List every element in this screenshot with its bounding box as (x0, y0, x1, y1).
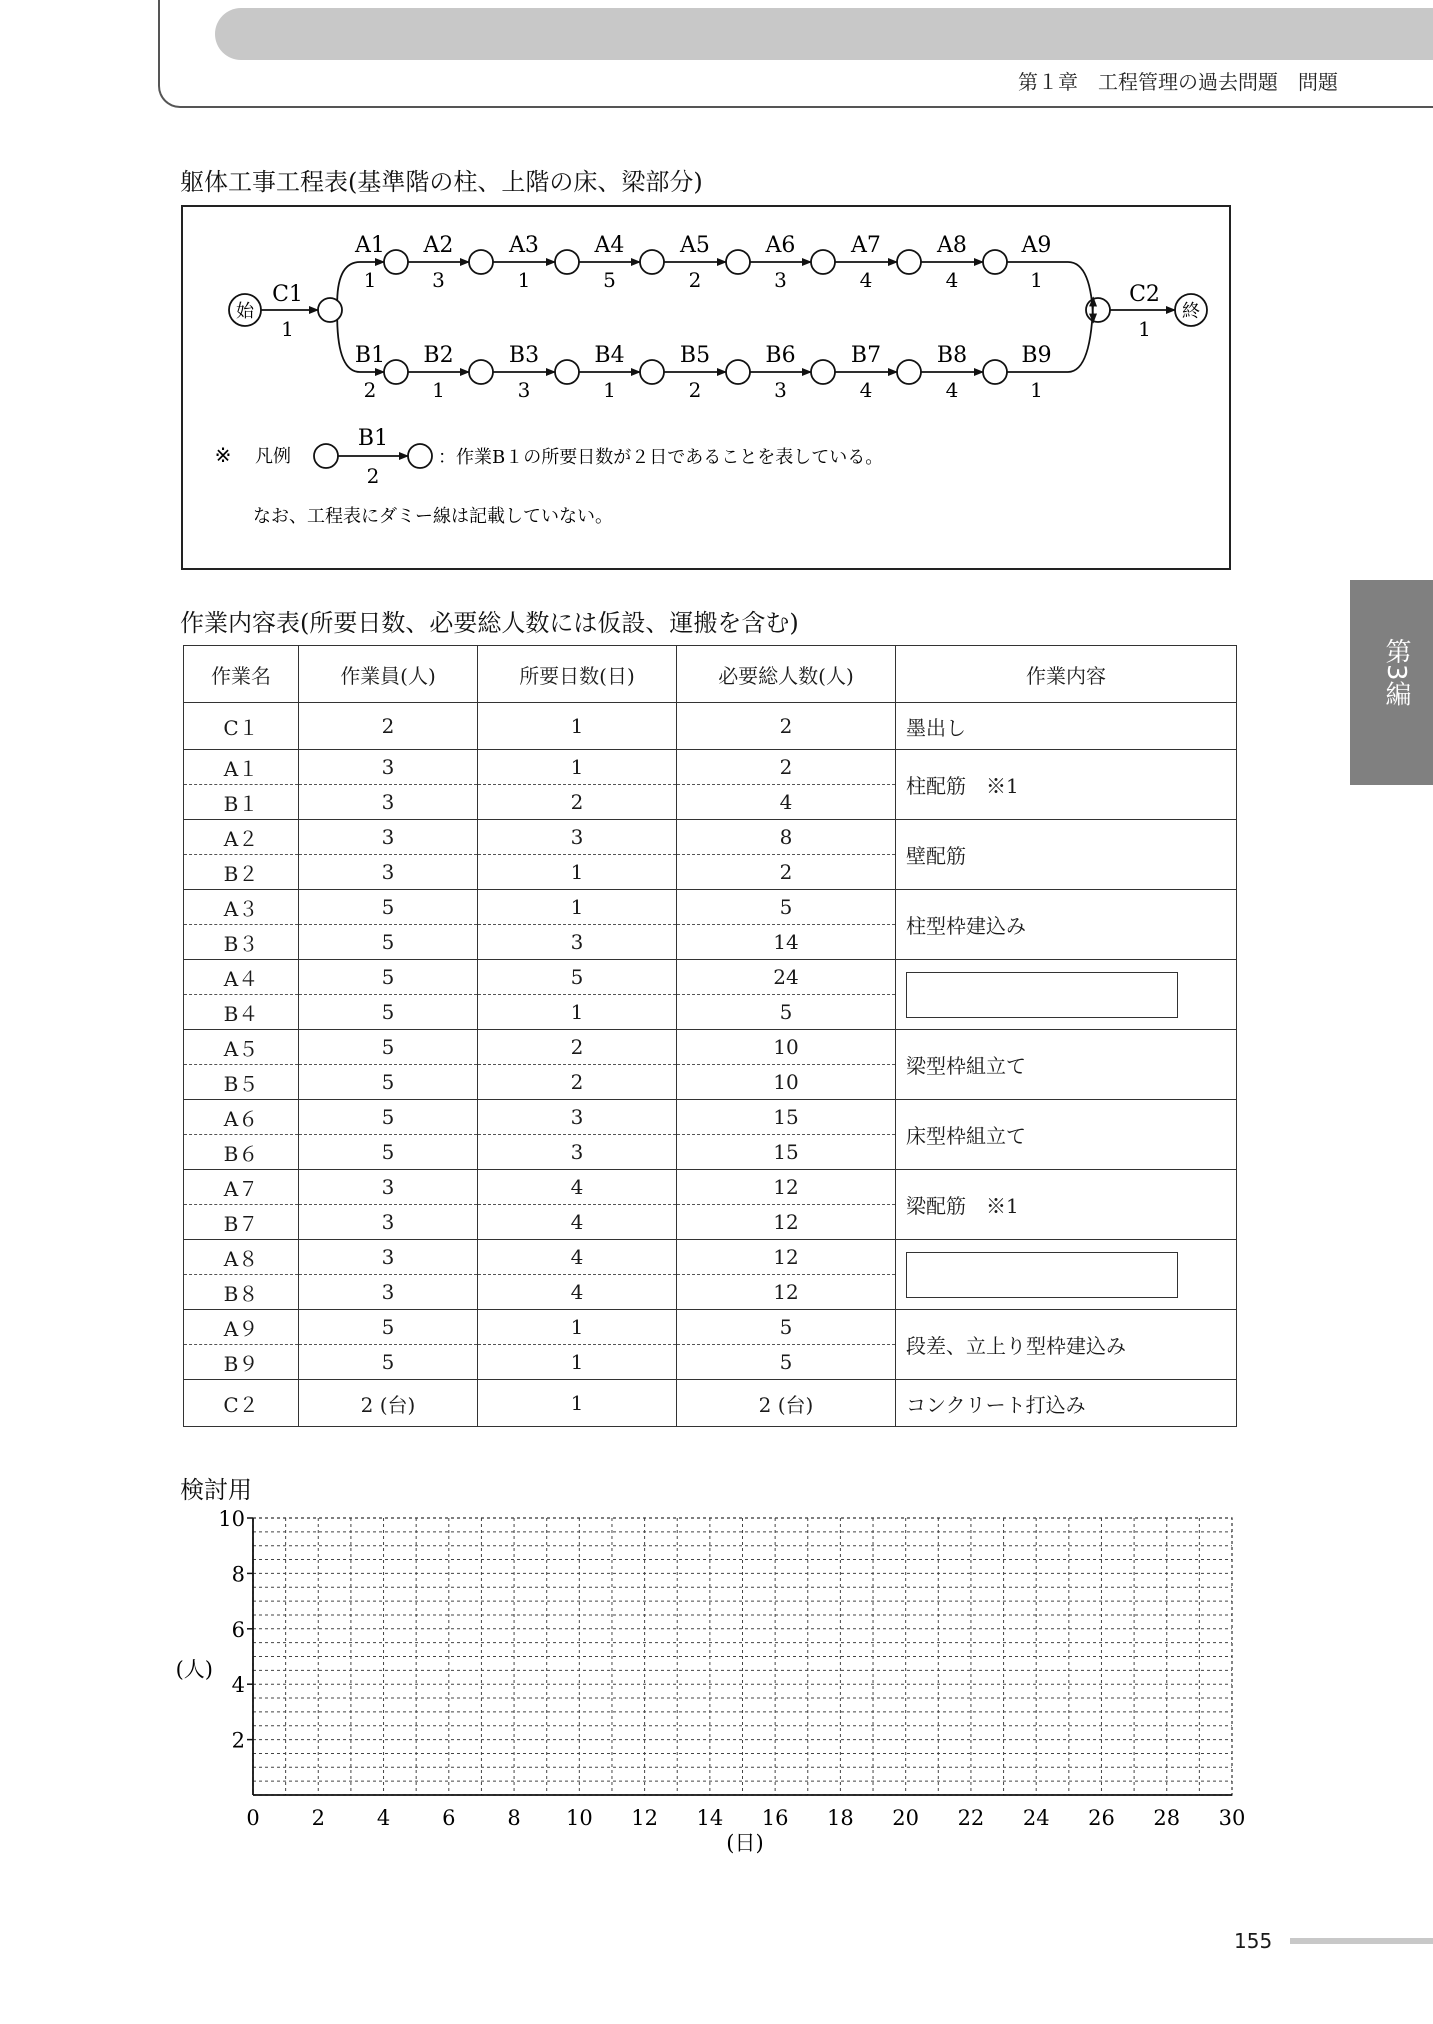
cell-name: A１ (184, 750, 299, 785)
cell-days: 1 (478, 703, 677, 750)
network-diagram (183, 207, 1233, 572)
lower-activity-days: 4 (859, 378, 873, 402)
cell-days: 1 (478, 750, 677, 785)
x-tick-label: 12 (631, 1806, 658, 1830)
cell-name: B４ (184, 995, 299, 1030)
x-tick-label: 26 (1088, 1806, 1115, 1830)
cell-content: コンクリート打込み (896, 1380, 1237, 1427)
table-row (184, 1100, 1237, 1135)
cell-total: 10 (677, 1030, 896, 1065)
cell-days: 3 (478, 1135, 677, 1170)
cell-days: 4 (478, 1240, 677, 1275)
x-tick-label: 8 (507, 1806, 521, 1830)
x-tick-label: 4 (376, 1806, 391, 1830)
cell-name: B３ (184, 925, 299, 960)
lower-activity-name: B9 (1021, 343, 1052, 368)
upper-activity-days: 1 (363, 268, 377, 292)
cell-name: A６ (184, 1100, 299, 1135)
lower-activity-name: B8 (936, 343, 968, 368)
node-merge (1086, 298, 1110, 322)
cell-workers: 3 (299, 855, 478, 890)
lower-activity-name: B7 (850, 343, 882, 368)
lower-node (897, 360, 921, 384)
cell-name: C１ (184, 703, 299, 750)
cell-total: 12 (677, 1170, 896, 1205)
table-row (184, 1240, 1237, 1275)
x-tick-label: 20 (892, 1806, 920, 1830)
header-total: 必要総人数(人) (677, 646, 896, 703)
section-tab: 第3編 (1350, 580, 1433, 785)
cell-days: 1 (478, 1345, 677, 1380)
cell-name: A９ (184, 1310, 299, 1345)
upper-activity-name: A1 (355, 233, 385, 258)
lower-activity-name: B6 (765, 343, 796, 368)
cell-content: 壁配筋 (896, 820, 1237, 890)
cell-workers: 5 (299, 1065, 478, 1100)
legend-mark: ※ (214, 443, 232, 467)
lower-activity-days: 3 (774, 378, 787, 402)
y-tick-label: 6 (231, 1617, 245, 1642)
cell-workers: 5 (299, 995, 478, 1030)
cell-total: 24 (677, 960, 896, 995)
cell-days: 3 (478, 925, 677, 960)
y-tick-label: 10 (218, 1507, 245, 1531)
cell-workers: 5 (299, 1100, 478, 1135)
lower-activity-name: B4 (594, 343, 625, 368)
cell-days: 1 (478, 1310, 677, 1345)
x-tick-label: 24 (1022, 1806, 1050, 1830)
upper-node (640, 250, 664, 274)
page-bar (1290, 1938, 1433, 1944)
x-tick-label: 28 (1153, 1806, 1181, 1830)
legend-text: ：作業B１の所要日数が２日であることを表している。 (438, 447, 884, 468)
legend-note: なお、工程表にダミー線は記載していない。 (253, 506, 613, 527)
lower-activity-days: 2 (363, 378, 377, 402)
cell-content: 柱型枠建込み (896, 890, 1237, 960)
x-tick-label: 30 (1218, 1806, 1246, 1830)
table-row (184, 890, 1237, 925)
upper-activity-days: 3 (774, 268, 787, 292)
cell-total: 2 (677, 703, 896, 750)
cell-total: 15 (677, 1100, 896, 1135)
upper-branch-end (1007, 262, 1093, 323)
cell-days: 4 (478, 1170, 677, 1205)
upper-activity-name: A2 (423, 233, 454, 258)
cell-days: 1 (478, 890, 677, 925)
cell-workers: 5 (299, 1345, 478, 1380)
cell-total: 5 (677, 1310, 896, 1345)
cell-workers: 3 (299, 785, 478, 820)
upper-activity-days: 5 (603, 268, 616, 292)
cell-days: 4 (478, 1275, 677, 1310)
y-tick-label: 4 (231, 1673, 245, 1698)
upper-activity-name: A5 (680, 233, 710, 258)
lower-activity-days: 1 (432, 378, 445, 402)
legend-example (213, 432, 413, 492)
lower-activity-days: 2 (688, 378, 702, 402)
c1-name: C1 (272, 282, 303, 307)
table-row (184, 750, 1237, 785)
upper-activity-name: A7 (851, 233, 881, 258)
upper-node (983, 250, 1007, 274)
cell-name: A８ (184, 1240, 299, 1275)
cell-workers: 5 (299, 925, 478, 960)
cell-workers: 5 (299, 890, 478, 925)
lower-node (811, 360, 835, 384)
cell-content (896, 1240, 1237, 1310)
y-tick-label: 8 (231, 1562, 245, 1587)
table-row (184, 1380, 1237, 1427)
upper-activity-name: A4 (594, 233, 625, 258)
upper-activity-days: 2 (688, 268, 702, 292)
cell-content (896, 960, 1237, 1030)
cell-name: B１ (184, 785, 299, 820)
upper-node (726, 250, 750, 274)
lower-activity-days: 3 (517, 378, 531, 402)
cell-days: 5 (478, 960, 677, 995)
cell-days: 1 (478, 855, 677, 890)
upper-activity-days: 4 (945, 268, 959, 292)
cell-name: B７ (184, 1205, 299, 1240)
cell-name: C２ (184, 1380, 299, 1427)
cell-name: B６ (184, 1135, 299, 1170)
cell-days: 3 (478, 820, 677, 855)
lower-activity-days: 1 (603, 378, 616, 402)
upper-activity-name: A8 (937, 233, 967, 258)
cell-workers: 5 (299, 1135, 478, 1170)
lower-activity-name: B2 (423, 343, 454, 368)
table-row (184, 1030, 1237, 1065)
chapter-title: 第１章 工程管理の過去問題 問題 (1018, 70, 1338, 94)
header-days: 所要日数(日) (478, 646, 677, 703)
c2-name: C2 (1129, 282, 1160, 307)
cell-workers: 2 (299, 703, 478, 750)
legend-label: 凡例 (255, 446, 291, 467)
upper-node (555, 250, 579, 274)
cell-total: 5 (677, 890, 896, 925)
x-tick-label: 16 (761, 1806, 789, 1830)
work-table-section-title (180, 603, 799, 638)
work-table-subtitle: (所要日数、必要総人数には仮設、運搬を含む) (300, 609, 799, 637)
x-tick-label: 18 (827, 1806, 854, 1830)
page-number: 155 (1234, 1929, 1273, 1953)
cell-total: 10 (677, 1065, 896, 1100)
upper-node (469, 250, 493, 274)
answer-blank-box (906, 1252, 1178, 1298)
cell-name: B５ (184, 1065, 299, 1100)
cell-name: A４ (184, 960, 299, 995)
network-title: 躯体工事工程表 (180, 168, 348, 196)
cell-workers: 3 (299, 1275, 478, 1310)
table-row (184, 960, 1237, 995)
cell-workers: 3 (299, 1205, 478, 1240)
upper-activity-days: 4 (859, 268, 873, 292)
x-tick-label: 2 (311, 1806, 325, 1830)
upper-branch-start (337, 262, 360, 300)
work-table-title: 作業内容表 (180, 609, 300, 637)
x-tick-label: 22 (957, 1806, 985, 1830)
table-row (184, 703, 1237, 750)
cell-name: A７ (184, 1170, 299, 1205)
cell-name: A２ (184, 820, 299, 855)
cell-total: 12 (677, 1240, 896, 1275)
cell-workers: 3 (299, 1170, 478, 1205)
cell-name: B８ (184, 1275, 299, 1310)
header-workers: 作業員(人) (299, 646, 478, 703)
y-axis-label: (人) (175, 1657, 213, 1682)
upper-activity-name: A6 (765, 233, 796, 258)
cell-total: 5 (677, 995, 896, 1030)
cell-workers: 3 (299, 750, 478, 785)
table-header-row (184, 646, 1237, 703)
x-tick-label: 6 (442, 1806, 456, 1830)
cell-content: 段差、立上り型枠建込み (896, 1310, 1237, 1380)
cell-total: 5 (677, 1345, 896, 1380)
cell-name: B９ (184, 1345, 299, 1380)
lower-activity-name: B5 (679, 343, 711, 368)
cell-workers: 3 (299, 1240, 478, 1275)
upper-node (897, 250, 921, 274)
cell-workers: 3 (299, 820, 478, 855)
legend-example-days: 2 (366, 464, 380, 488)
table-row (184, 1310, 1237, 1345)
cell-content: 梁型枠組立て (896, 1030, 1237, 1100)
lower-activity-name: B1 (354, 343, 386, 368)
cell-days: 2 (478, 1065, 677, 1100)
upper-node (811, 250, 835, 274)
upper-activity-days: 1 (1030, 268, 1043, 292)
network-section-title (180, 162, 703, 197)
cell-content: 墨出し (896, 703, 1237, 750)
cell-total: 8 (677, 820, 896, 855)
lower-node (726, 360, 750, 384)
header-name: 作業名 (184, 646, 299, 703)
cell-days: 1 (478, 995, 677, 1030)
cell-workers: 5 (299, 1030, 478, 1065)
c2-days: 1 (1138, 317, 1151, 341)
upper-activity-days: 1 (517, 268, 531, 292)
work-table (183, 645, 1237, 1427)
lower-node (983, 360, 1007, 384)
cell-name: A５ (184, 1030, 299, 1065)
upper-activity-days: 3 (432, 268, 445, 292)
node-split (318, 298, 342, 322)
cell-total: 2 (台) (677, 1380, 896, 1427)
lower-activity-days: 4 (945, 378, 959, 402)
cell-name: A３ (184, 890, 299, 925)
cell-days: 2 (478, 785, 677, 820)
table-row (184, 820, 1237, 855)
header-content: 作業内容 (896, 646, 1237, 703)
cell-total: 12 (677, 1205, 896, 1240)
cell-total: 14 (677, 925, 896, 960)
cell-content: 床型枠組立て (896, 1100, 1237, 1170)
legend-example-name: B1 (357, 426, 389, 451)
x-axis-label: (日) (726, 1831, 764, 1855)
cell-workers: 2 (台) (299, 1380, 478, 1427)
lower-node (384, 360, 408, 384)
cell-total: 12 (677, 1275, 896, 1310)
start-node-label: 始 (236, 301, 254, 322)
upper-node (384, 250, 408, 274)
grid-frame (253, 1518, 1232, 1795)
cell-days: 4 (478, 1205, 677, 1240)
cell-total: 4 (677, 785, 896, 820)
cell-total: 2 (677, 750, 896, 785)
cell-workers: 5 (299, 960, 478, 995)
end-node-label: 終 (1182, 301, 1200, 322)
cell-workers: 5 (299, 1310, 478, 1345)
lower-node (640, 360, 664, 384)
answer-blank-box (906, 972, 1178, 1018)
cell-days: 2 (478, 1030, 677, 1065)
header-bar (215, 8, 1433, 60)
lower-activity-name: B3 (508, 343, 540, 368)
x-tick-label: 14 (696, 1806, 724, 1830)
table-row (184, 1170, 1237, 1205)
chart-title: 検討用 (180, 1476, 252, 1504)
upper-activity-name: A9 (1021, 233, 1052, 258)
lower-node (555, 360, 579, 384)
upper-activity-name: A3 (509, 233, 539, 258)
x-tick-label: 10 (565, 1806, 593, 1830)
network-diagram-box (181, 205, 1231, 570)
cell-total: 15 (677, 1135, 896, 1170)
cell-total: 2 (677, 855, 896, 890)
cell-content: 梁配筋 ※1 (896, 1170, 1237, 1240)
network-subtitle: (基準階の柱、上階の床、梁部分) (348, 168, 703, 196)
c1-days: 1 (281, 317, 294, 341)
cell-days: 3 (478, 1100, 677, 1135)
lower-activity-days: 1 (1030, 378, 1043, 402)
cell-content: 柱配筋 ※1 (896, 750, 1237, 820)
x-tick-label: 0 (246, 1806, 260, 1830)
y-tick-label: 2 (231, 1728, 245, 1753)
cell-name: B２ (184, 855, 299, 890)
cell-days: 1 (478, 1380, 677, 1427)
lower-node (469, 360, 493, 384)
